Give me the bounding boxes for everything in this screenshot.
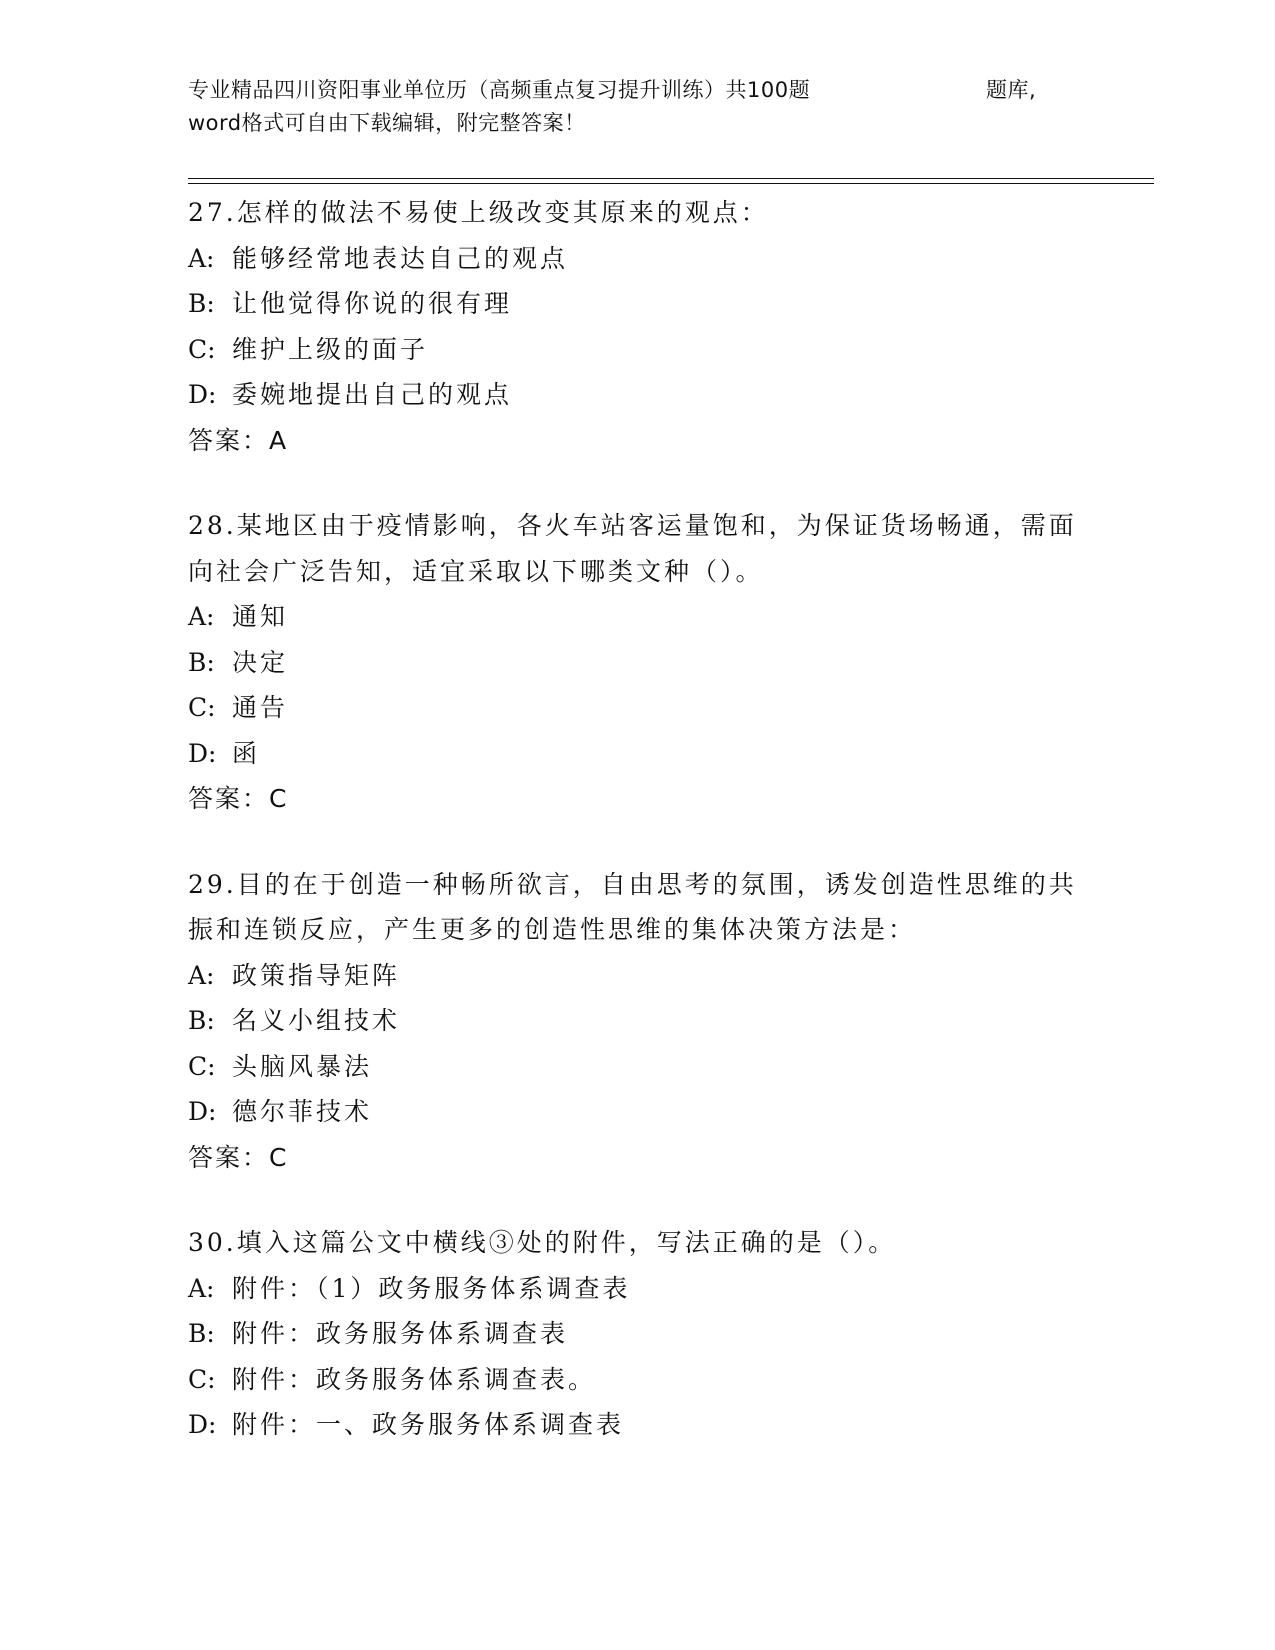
option-b — [188, 998, 1108, 1044]
option-text: 能够经常地表达自己的观点 — [232, 243, 569, 273]
option-text: 头脑风暴法 — [232, 1051, 373, 1081]
option-letter: A: — [188, 602, 215, 631]
option-text: 附件：一、政务服务体系调查表 — [232, 1410, 625, 1439]
option-d — [188, 1402, 1108, 1448]
option-a — [188, 594, 1108, 640]
answer-label: 答案：C — [188, 1142, 289, 1172]
option-text: 让他觉得你说的很有理 — [232, 289, 513, 318]
header-rule-bottom — [188, 183, 1154, 184]
option-letter: C: — [188, 1051, 216, 1081]
option-text: 政策指导矩阵 — [232, 960, 401, 990]
option-letter: C: — [188, 1364, 216, 1394]
option-text: 维护上级的面子 — [232, 334, 429, 364]
option-letter: D: — [188, 1410, 217, 1439]
option-letter: A: — [188, 960, 215, 990]
option-text: 名义小组技术 — [232, 1006, 401, 1035]
answer-label: 答案：A — [188, 425, 289, 455]
header-rule-top — [188, 178, 1154, 179]
option-letter: B: — [188, 289, 215, 318]
question-stem: 30.填入这篇公文中横线③处的附件，写法正确的是（）。 — [188, 1228, 897, 1257]
question-30 — [188, 1220, 1108, 1448]
option-text: 通知 — [232, 602, 289, 631]
question-stem: 28.某地区由于疫情影响，各火车站客运量饱和，为保证货场畅通，需面向社会广泛告知，适宜采取以下哪类文种（）。 — [188, 511, 1077, 586]
option-text: 附件：政务服务体系调查表。 — [232, 1364, 597, 1394]
option-letter: D: — [188, 1097, 217, 1126]
option-letter: D: — [188, 738, 217, 768]
option-d — [188, 372, 1108, 418]
option-letter: B: — [188, 647, 215, 677]
question-29 — [188, 862, 1108, 1181]
option-c — [188, 1357, 1108, 1403]
option-b — [188, 281, 1108, 327]
option-text: 附件：政务服务体系调查表 — [232, 1319, 569, 1348]
question-stem: 29.目的在于创造一种畅所欲言，自由思考的氛围，诱发创造性思维的共振和连锁反应，产生更多的创造性思维的集体决策方法是： — [188, 869, 1077, 944]
option-text: 委婉地提出自己的观点 — [232, 380, 513, 409]
header-title-tail: 题库, — [986, 78, 1037, 102]
option-text: 函 — [232, 738, 261, 768]
page-header — [188, 74, 1088, 140]
option-text: 德尔菲技术 — [232, 1097, 373, 1126]
option-text: 附件：（1）政务服务体系调查表 — [232, 1273, 631, 1303]
option-letter: D: — [188, 380, 217, 409]
option-letter: B: — [188, 1006, 215, 1035]
answer-label: 答案：C — [188, 784, 289, 813]
option-letter: C: — [188, 693, 216, 722]
option-c — [188, 1044, 1108, 1090]
question-28 — [188, 503, 1108, 822]
header-line-2: word格式可自由下载编辑，附完整答案！ — [188, 111, 586, 135]
question-27 — [188, 190, 1108, 463]
option-text: 通告 — [232, 693, 289, 722]
option-text: 决定 — [232, 647, 289, 677]
option-b — [188, 640, 1108, 686]
header-title: 专业精品四川资阳事业单位历（高频重点复习提升训练）共100题 — [188, 78, 811, 102]
question-stem: 27.怎样的做法不易使上级改变其原来的观点： — [188, 198, 769, 227]
header-line-1 — [188, 74, 1088, 107]
option-letter: C: — [188, 334, 216, 364]
option-c — [188, 685, 1108, 731]
option-d — [188, 1089, 1108, 1135]
option-d — [188, 731, 1108, 777]
option-b — [188, 1311, 1108, 1357]
question-list — [188, 190, 1108, 1488]
option-a — [188, 1266, 1108, 1312]
option-a — [188, 236, 1108, 282]
option-c — [188, 327, 1108, 373]
option-letter: A: — [188, 1273, 215, 1303]
option-letter: A: — [188, 243, 215, 273]
option-a — [188, 953, 1108, 999]
option-letter: B: — [188, 1319, 215, 1348]
